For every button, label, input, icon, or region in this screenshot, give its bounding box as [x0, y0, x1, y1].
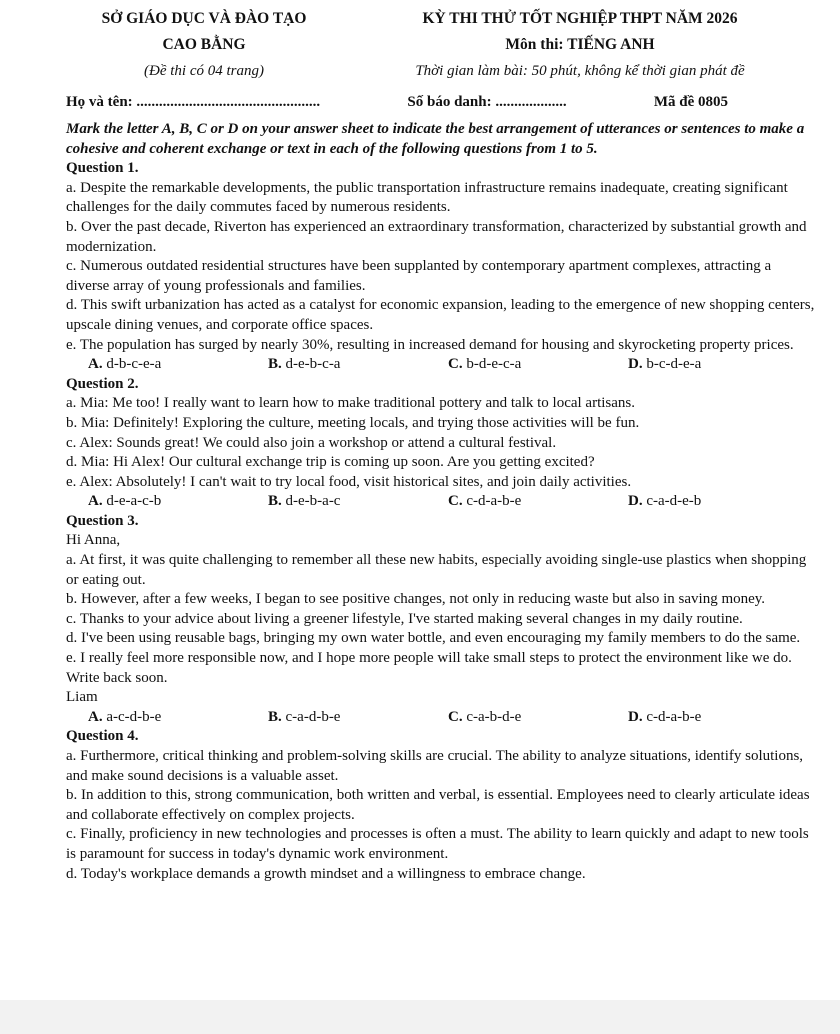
question-title: Question 1.: [66, 160, 139, 177]
question-line: c. Numerous outdated residential structures have been supplanted by contemporary apartment complexes, attracting a diverse array of young professionals and families.: [66, 258, 772, 294]
answer-options: [66, 492, 818, 512]
question-line: d. Today's workplace demands a growth mindset and a willingness to embrace change.: [66, 865, 586, 882]
option-letter: B.: [268, 708, 282, 725]
option-text: d-e-a-c-b: [106, 493, 162, 510]
answer-option[interactable]: [448, 708, 628, 728]
subject-name: Môn thi: TIẾNG ANH: [505, 36, 655, 53]
question-line: e. Alex: Absolutely! I can't wait to try local food, visit historical sites, and join daily activities.: [66, 473, 632, 490]
exam-title: KỲ THI THỬ TỐT NGHIỆP THPT NĂM 2026: [422, 10, 738, 27]
question-line: b. Over the past decade, Riverton has experienced an extraordinary transformation, characterized by substantial growth and modernization.: [66, 218, 807, 255]
question-line: c. Thanks to your advice about living a greener lifestyle, I've started making several changes in my daily routine.: [66, 610, 743, 627]
question-line: Liam: [66, 689, 98, 706]
question-line: e. The population has surged by nearly 30%, resulting in increased demand for housing and skyrocketing property prices.: [66, 336, 794, 353]
question-line: b. However, after a few weeks, I began to see positive changes, not only in reducing waste but also in saving money.: [66, 591, 766, 608]
answer-option[interactable]: [628, 355, 808, 375]
option-letter: D.: [628, 708, 643, 725]
question-line: Hi Anna,: [66, 532, 121, 549]
option-text: d-e-b-c-a: [285, 356, 341, 373]
answer-option[interactable]: [628, 492, 808, 512]
candidate-number-field: Số báo danh: ...................: [407, 94, 567, 110]
instruction-text: Mark the letter A, B, C or D on your answer sheet to indicate the best arrangement of utterances or sentences to make a cohesive and coherent exchange or text in each of the following questions from 1 to 5.: [66, 121, 805, 157]
answer-options: [66, 355, 818, 375]
option-text: c-a-b-d-e: [466, 708, 522, 725]
option-letter: A.: [88, 493, 103, 510]
answer-option[interactable]: [628, 708, 808, 728]
exam-code: Mã đề 0805: [653, 94, 728, 110]
option-letter: C.: [448, 493, 463, 510]
question-line: a. Mia: Me too! I really want to learn how to make traditional pottery and talk to local artisans.: [66, 395, 635, 412]
page-count-note: (Đề thi có 04 trang): [144, 63, 264, 79]
option-text: b-d-e-c-a: [466, 356, 522, 373]
header-left: [66, 6, 342, 84]
header-right: [342, 6, 818, 84]
option-letter: D.: [628, 356, 643, 373]
option-text: a-c-d-b-e: [106, 708, 162, 725]
answer-option[interactable]: [268, 492, 448, 512]
department-name: SỞ GIÁO DỤC VÀ ĐÀO TẠO: [101, 10, 307, 27]
answer-option[interactable]: [88, 708, 268, 728]
question-line: b. Mia: Definitely! Exploring the culture, meeting locals, and trying those activities will be fun.: [66, 414, 640, 431]
candidate-name-field: Họ và tên: .................................................: [66, 94, 321, 110]
question-line: b. In addition to this, strong communication, both written and verbal, is essential. Employees need to clearly articulate ideas and collaborate effectively on complex projects.: [66, 787, 810, 823]
question-list: [66, 159, 818, 884]
answer-option[interactable]: [448, 355, 628, 375]
question-block: [66, 375, 818, 512]
answer-option[interactable]: [88, 355, 268, 375]
option-letter: B.: [268, 493, 282, 510]
page-bottom-shadow: [0, 1000, 840, 1034]
question-line: d. I've been using reusable bags, bringing my own water bottle, and even encouraging my family members to do the same.: [66, 630, 801, 647]
option-letter: A.: [88, 708, 103, 725]
answer-option[interactable]: [448, 492, 628, 512]
option-text: c-a-d-b-e: [285, 708, 341, 725]
option-letter: C.: [448, 356, 463, 373]
question-title: Question 3.: [66, 512, 139, 529]
question-line: c. Alex: Sounds great! We could also join a workshop or attend a cultural festival.: [66, 434, 557, 451]
question-line: a. Despite the remarkable developments, the public transportation infrastructure remains inadequate, creating significant challenges for the daily commutes faced by numerous residents.: [66, 179, 788, 216]
option-text: c-d-a-b-e: [646, 708, 702, 725]
question-title: Question 2.: [66, 375, 139, 392]
question-line: d. This swift urbanization has acted as a catalyst for economic expansion, leading to the emergence of new shopping centers, upscale dining venues, and corporate office spaces.: [66, 297, 815, 333]
question-line: a. At first, it was quite challenging to remember all these new habits, especially avoiding single-use plastics when shopping or eating out.: [66, 552, 807, 588]
answer-options: [66, 708, 818, 728]
exam-header: [66, 6, 818, 84]
option-text: c-d-a-b-e: [466, 493, 522, 510]
answer-option[interactable]: [268, 355, 448, 375]
question-line: c. Finally, proficiency in new technologies and processes is often a must. The ability to learn quickly and adapt to new tools is paramount for success in today's dynamic work environment.: [66, 826, 809, 862]
option-text: b-c-d-e-a: [646, 356, 702, 373]
option-letter: C.: [448, 708, 463, 725]
question-block: [66, 512, 818, 728]
question-line: d. Mia: Hi Alex! Our cultural exchange trip is coming up soon. Are you getting excited?: [66, 454, 595, 471]
answer-option[interactable]: [88, 492, 268, 512]
province-name: CAO BẰNG: [162, 36, 246, 53]
candidate-info: [66, 90, 818, 114]
question-line: a. Furthermore, critical thinking and problem-solving skills are crucial. The ability to analyze situations, identify solutions, and make sound decisions is a valuable asset.: [66, 748, 804, 784]
option-text: c-a-d-e-b: [646, 493, 702, 510]
question-line: e. I really feel more responsible now, and I hope more people will take small steps to protect the environment like we do.: [66, 650, 792, 667]
time-note: Thời gian làm bài: 50 phút, không kể thời gian phát đề: [415, 63, 745, 79]
option-letter: D.: [628, 493, 643, 510]
option-text: d-b-c-e-a: [106, 356, 162, 373]
option-text: d-e-b-a-c: [285, 493, 341, 510]
option-letter: A.: [88, 356, 103, 373]
question-title: Question 4.: [66, 728, 139, 745]
answer-option[interactable]: [268, 708, 448, 728]
question-block: [66, 159, 818, 375]
option-letter: B.: [268, 356, 282, 373]
question-block: [66, 727, 818, 884]
question-line: Write back soon.: [66, 669, 168, 686]
